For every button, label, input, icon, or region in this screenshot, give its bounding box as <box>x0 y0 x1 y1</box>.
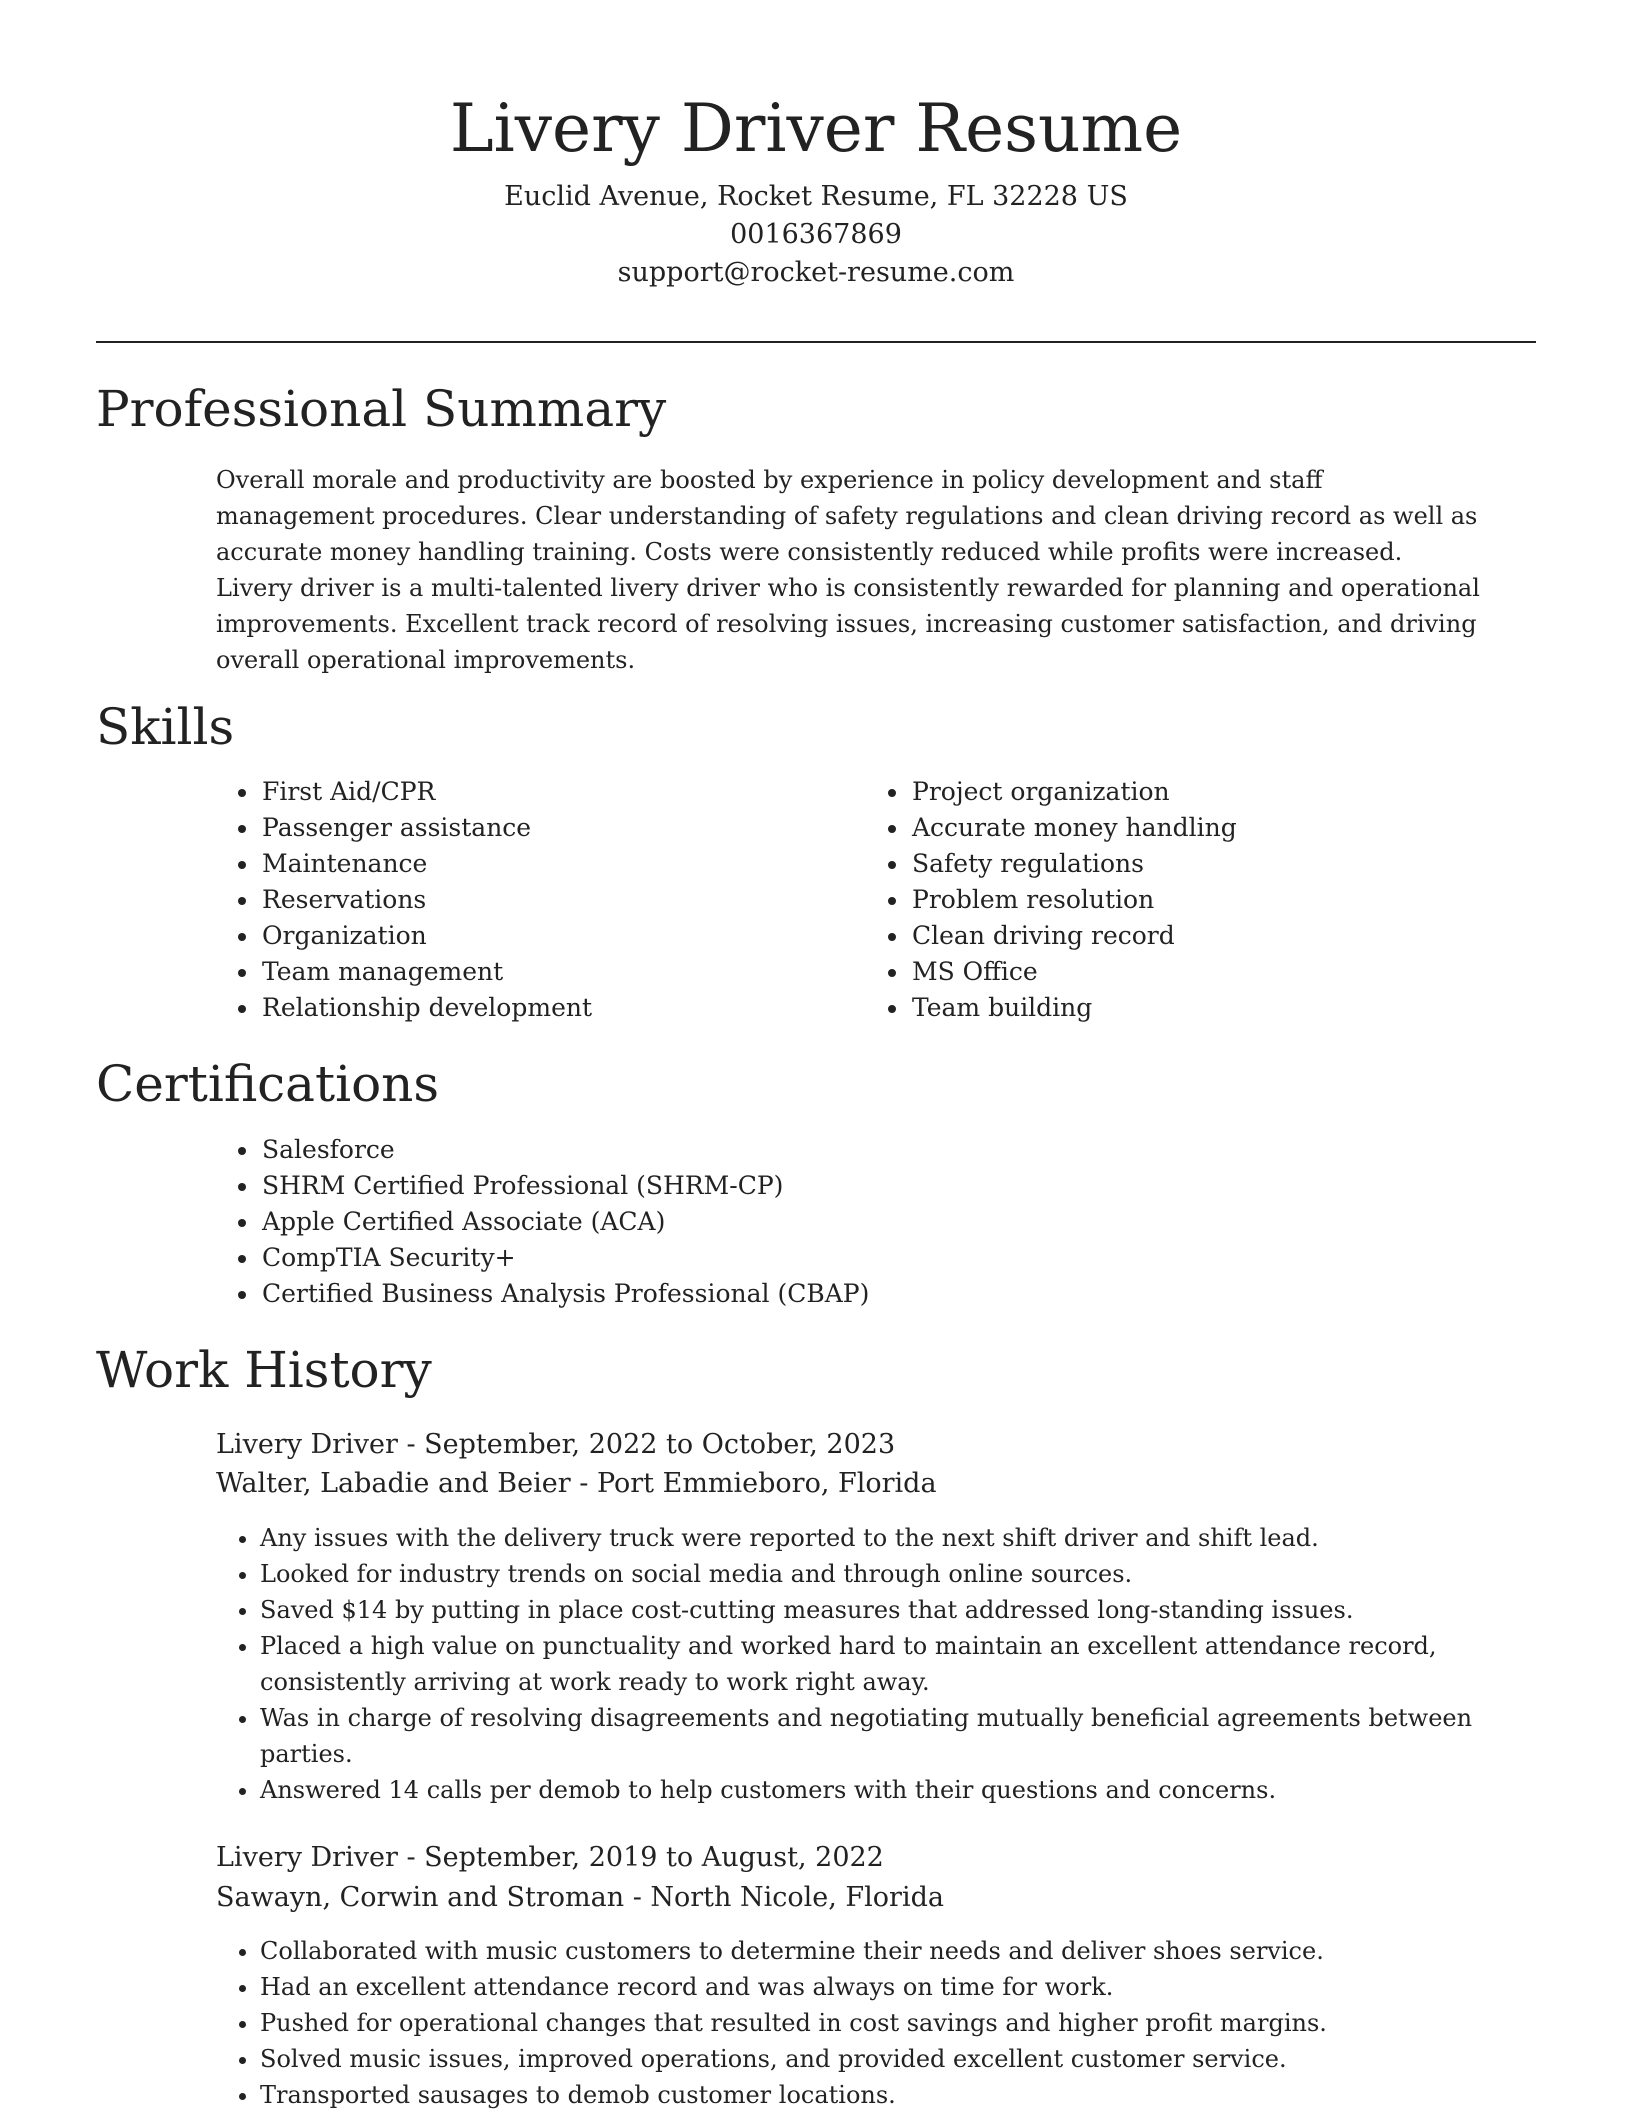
job-location: - Port Emmieboro, Florida <box>570 1468 937 1499</box>
list-item: • Saved $14 by putting in place cost-cutting measures that addressed long-standing issues. <box>260 1592 1525 1628</box>
list-item: • Relationship development <box>260 990 860 1026</box>
list-item: • CompTIA Security+ <box>260 1240 1525 1276</box>
job-dates: - September, 2022 to October, 2023 <box>397 1429 896 1460</box>
list-item: • Problem resolution <box>910 882 1510 918</box>
work-history-heading: Work History <box>96 1341 432 1399</box>
list-item: • Had an excellent attendance record and was always on time for work. <box>260 1969 1525 2005</box>
job-bullets <box>216 1520 1525 1808</box>
list-item: • Accurate money handling <box>910 810 1510 846</box>
certifications-list <box>216 1132 1525 1312</box>
list-item: • Placed a high value on punctuality and worked hard to maintain an excellent attendance record, consistently arriving at work ready to work right away. <box>260 1628 1525 1700</box>
contact-address: Euclid Avenue, Rocket Resume, FL 32228 US <box>504 181 1128 212</box>
header-divider <box>96 341 1536 343</box>
job-location: - North Nicole, Florida <box>624 1882 944 1913</box>
resume-title: Livery Driver Resume <box>449 90 1183 167</box>
list-item: • Solved music issues, improved operations, and provided excellent customer service. <box>260 2041 1525 2077</box>
resume-header <box>96 84 1536 292</box>
job-company: Sawayn, Corwin and Stroman <box>216 1882 625 1913</box>
list-item: • Team management <box>260 954 860 990</box>
list-item: • Maintenance <box>260 846 860 882</box>
list-item: • Safety regulations <box>910 846 1510 882</box>
contact-phone: 0016367869 <box>730 219 902 250</box>
job-company-line <box>216 1878 944 1918</box>
list-item: • Certified Business Analysis Professional (CBAP) <box>260 1276 1525 1312</box>
list-item: • First Aid/CPR <box>260 774 860 810</box>
contact-email[interactable]: support@rocket-resume.com <box>617 257 1015 288</box>
list-item: • Reservations <box>260 882 860 918</box>
list-item: • Project organization <box>910 774 1510 810</box>
job-title: Livery Driver <box>216 1429 398 1460</box>
skills-list-left <box>216 774 860 1026</box>
certifications-heading: Certifications <box>96 1055 440 1113</box>
job-company: Walter, Labadie and Beier <box>216 1468 571 1499</box>
summary-text: Overall morale and productivity are boosted by experience in policy development and staff management procedures. Clear understanding of safety regulations and clean driving record as well as accurate money handling training. Costs were consistently reduced while profits were increased. Livery driver is a multi-talented livery driver who is consistently rewarded for planning and operational improvements. Excellent track record of resolving issues, increasing customer satisfaction, and driving overall operational improvements. <box>216 466 1480 674</box>
job-bullets <box>216 1933 1525 2113</box>
skills-list-right <box>866 774 1510 1026</box>
job-company-line <box>216 1464 937 1504</box>
list-item: • SHRM Certified Professional (SHRM-CP) <box>260 1168 1525 1204</box>
job-title-line <box>216 1838 884 1878</box>
list-item: • Organization <box>260 918 860 954</box>
skills-heading: Skills <box>96 698 235 756</box>
list-item: • Team building <box>910 990 1510 1026</box>
list-item: • Salesforce <box>260 1132 1525 1168</box>
list-item: • Pushed for operational changes that resulted in cost savings and higher profit margins. <box>260 2005 1525 2041</box>
list-item: • Collaborated with music customers to determine their needs and deliver shoes service. <box>260 1933 1525 1969</box>
list-item: • Transported sausages to demob customer locations. <box>260 2077 1525 2113</box>
list-item: • Answered 14 calls per demob to help customers with their questions and concerns. <box>260 1772 1525 1808</box>
job-title-line <box>216 1425 895 1465</box>
job-dates: - September, 2019 to August, 2022 <box>397 1842 884 1873</box>
list-item: • Clean driving record <box>910 918 1510 954</box>
list-item: • MS Office <box>910 954 1510 990</box>
list-item: • Any issues with the delivery truck were reported to the next shift driver and shift lead. <box>260 1520 1525 1556</box>
list-item: • Apple Certified Associate (ACA) <box>260 1204 1525 1240</box>
job-title: Livery Driver <box>216 1842 398 1873</box>
list-item: • Was in charge of resolving disagreements and negotiating mutually beneficial agreements between parties. <box>260 1700 1525 1772</box>
list-item: • Passenger assistance <box>260 810 860 846</box>
list-item: • Looked for industry trends on social media and through online sources. <box>260 1556 1525 1592</box>
summary-heading: Professional Summary <box>96 380 667 438</box>
